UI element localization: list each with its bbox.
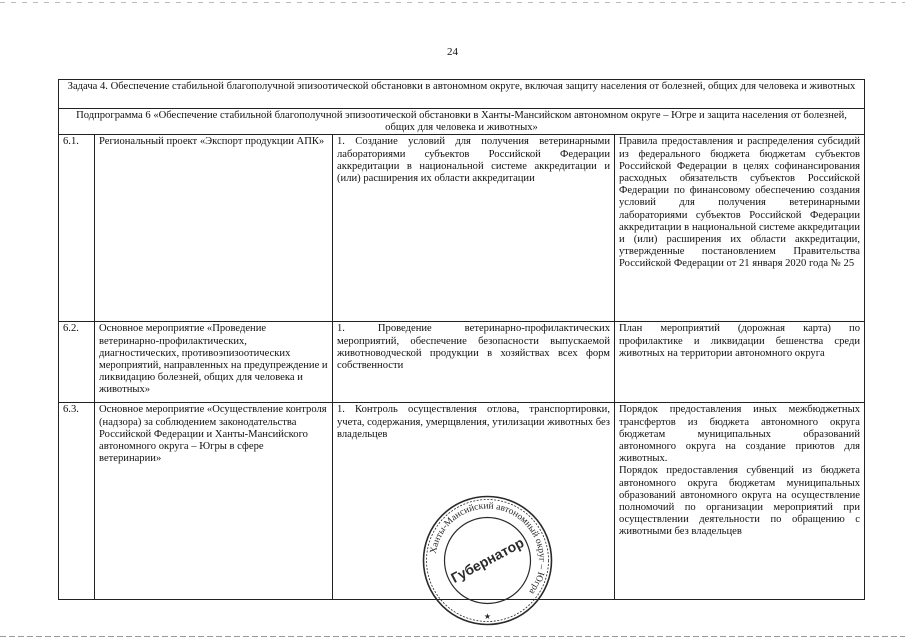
seal-ring-textpath: Ханты-Мансийский автономный округ – Югра xyxy=(428,501,547,596)
basis-paragraph: Правила предоставления и распределения субсидий из федерального бюджета бюджетам субъектов Российской Федерации в целях софинансирования расходных обязательств субъектов Российской Федерации по финансовому обеспечению создания условий для получения ветеринарными лабораториями субъектов Российской Федерации аккредитации в национальной системе аккредитации и (или) расширения их области аккредитации, утвержденные постановлением Правительства Российской Федерации от 21 января 2020 года № 25 xyxy=(619,136,860,270)
scan-edge-top xyxy=(0,2,905,3)
basis-paragraph: Порядок предоставления субвенций из бюджета автономного округа бюджетам муниципальных образований автономного округа на осуществление полномочий по организации мероприятий при осуществлении деятельности по обращению с животными без владельцев xyxy=(619,465,860,538)
task-header: Задача 4. Обеспечение стабильной благополучной эпизоотической обстановки в автономном округе, включая защиту населения от болезней, общих для человека и животных xyxy=(59,80,865,109)
row-basis xyxy=(615,322,865,403)
row-action: 1. Создание условий для получения ветеринарными лабораториями субъектов Российской Федерации аккредитации в национальной системе аккредитации и (или) расширения их области аккредитации xyxy=(333,135,615,322)
row-name: Основное мероприятие «Проведение ветеринарно-профилактических, диагностических, противоэпизоотических мероприятий, направленных на предупреждение и ликвидацию болезней, общих для человека и животных» xyxy=(95,322,333,403)
basis-paragraph: Порядок предоставления иных межбюджетных трансфертов из бюджета автономного округа бюджетам муниципальных образований автономного округа на создание приютов для животных. xyxy=(619,404,860,465)
task-header-row xyxy=(59,80,865,109)
page-number: 24 xyxy=(447,46,458,58)
row-number: 6.3. xyxy=(59,403,95,600)
row-action: 1. Проведение ветеринарно-профилактических мероприятий, обеспечение безопасности выпускаемой животноводческой продукции в хозяйствах всех форм собственности xyxy=(333,322,615,403)
table-row xyxy=(59,135,865,322)
scan-edge-bottom xyxy=(0,636,905,637)
table-row xyxy=(59,322,865,403)
row-basis xyxy=(615,135,865,322)
row-number: 6.2. xyxy=(59,322,95,403)
subprogram-header-row xyxy=(59,109,865,135)
star-icon: ★ xyxy=(483,612,492,621)
row-number: 6.1. xyxy=(59,135,95,322)
row-basis xyxy=(615,403,865,600)
row-action: 1. Контроль осуществления отлова, транспортировки, учета, содержания, умерщвления, утилизации животных без владельцев xyxy=(333,403,615,600)
row-name: Основное мероприятие «Осуществление контроля (надзора) за соблюдением законодательства Российской Федерации и Ханты-Мансийского автономного округа – Югры в сфере ветеринарии» xyxy=(95,403,333,600)
official-seal-stamp xyxy=(420,493,555,628)
subprogram-header: Подпрограмма 6 «Обеспечение стабильной благополучной эпизоотической обстановки в Ханты-Мансийском автономном округе – Югре и защита населения от болезней, общих для человека и животных» xyxy=(59,109,865,135)
row-name: Региональный проект «Экспорт продукции АПК» xyxy=(95,135,333,322)
seal-center-text: Губернатор xyxy=(448,534,527,586)
basis-paragraph: План мероприятий (дорожная карта) по профилактике и ликвидации бешенства среди животных на территории автономного округа xyxy=(619,323,860,359)
